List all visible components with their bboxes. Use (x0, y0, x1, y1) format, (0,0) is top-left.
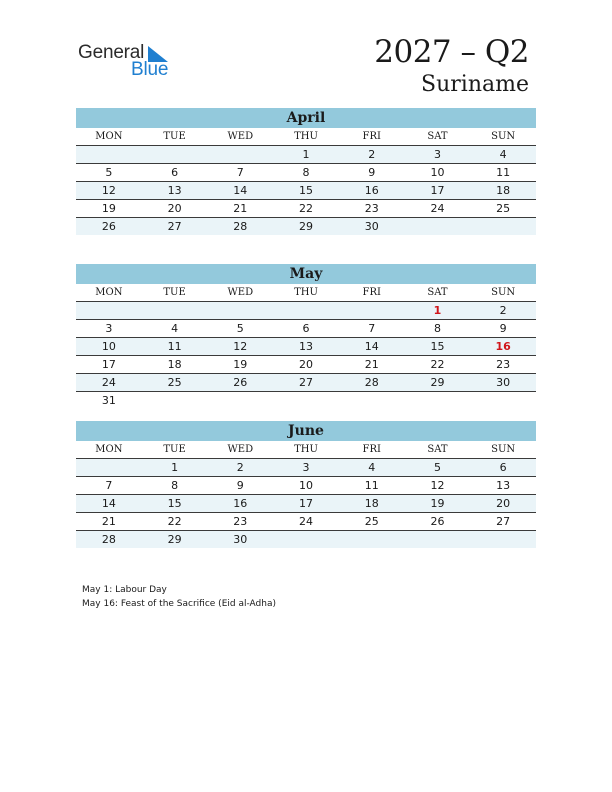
empty-day-cell (470, 531, 536, 548)
empty-day-cell (405, 392, 471, 409)
day-cell: 13 (496, 479, 511, 492)
day-cell: 21 (233, 202, 248, 215)
day-cell: 15 (299, 184, 314, 197)
day-cell: 11 (167, 340, 182, 353)
day-cell: 21 (364, 358, 379, 371)
day-cell: 9 (368, 166, 376, 179)
week-row (76, 513, 536, 531)
day-cell: 27 (299, 376, 314, 389)
day-cell: 10 (430, 166, 445, 179)
day-cell: 2 (368, 148, 376, 161)
empty-day-cell (405, 218, 471, 235)
day-cell: 24 (430, 202, 445, 215)
country-name: Suriname (421, 72, 529, 97)
day-cell: 17 (299, 497, 314, 510)
weekday-label: SAT (427, 444, 448, 455)
empty-day-cell (76, 459, 142, 476)
day-cell: 7 (368, 322, 376, 335)
day-cell: 10 (101, 340, 116, 353)
week-row (76, 374, 536, 392)
weekday-header-row (76, 441, 536, 459)
day-cell: 15 (167, 497, 182, 510)
day-cell: 18 (364, 497, 379, 510)
day-cell: 29 (430, 376, 445, 389)
day-cell: 3 (433, 148, 441, 161)
day-cell: 21 (101, 515, 116, 528)
weekday-label: SUN (491, 444, 516, 455)
week-row (76, 218, 536, 235)
brand-logo (78, 42, 178, 82)
week-row (76, 356, 536, 374)
day-cell: 17 (101, 358, 116, 371)
weekday-label: SAT (427, 131, 448, 142)
day-cell: 1 (433, 304, 442, 317)
day-cell: 14 (233, 184, 248, 197)
empty-day-cell (339, 392, 405, 409)
week-row (76, 182, 536, 200)
day-cell: 20 (167, 202, 182, 215)
day-cell: 30 (496, 376, 511, 389)
weekday-label: SUN (491, 131, 516, 142)
month-may (76, 264, 536, 409)
weekday-label: WED (227, 131, 254, 142)
day-cell: 7 (105, 479, 113, 492)
day-cell: 18 (496, 184, 511, 197)
day-cell: 23 (364, 202, 379, 215)
day-cell: 24 (299, 515, 314, 528)
empty-day-cell (207, 392, 273, 409)
day-cell: 25 (364, 515, 379, 528)
day-cell: 8 (433, 322, 441, 335)
weekday-label: WED (227, 444, 254, 455)
empty-day-cell (142, 302, 208, 319)
day-cell: 26 (430, 515, 445, 528)
day-cell: 1 (302, 148, 310, 161)
day-cell: 26 (101, 220, 116, 233)
week-row (76, 164, 536, 182)
month-june (76, 421, 536, 548)
day-cell: 8 (171, 479, 179, 492)
day-cell: 19 (430, 497, 445, 510)
week-row (76, 302, 536, 320)
day-cell: 28 (364, 376, 379, 389)
day-cell: 7 (236, 166, 244, 179)
week-row (76, 200, 536, 218)
weekday-label: MON (95, 444, 123, 455)
page-title: 2027 – Q2 (374, 34, 529, 70)
day-cell: 22 (430, 358, 445, 371)
day-cell: 4 (171, 322, 179, 335)
day-cell: 22 (299, 202, 314, 215)
day-cell: 27 (496, 515, 511, 528)
weekday-label: SAT (427, 287, 448, 298)
holiday-note: May 1: Labour Day (82, 585, 167, 595)
day-cell: 2 (236, 461, 244, 474)
week-row (76, 459, 536, 477)
day-cell: 25 (496, 202, 511, 215)
day-cell: 18 (167, 358, 182, 371)
empty-day-cell (76, 302, 142, 319)
day-cell: 6 (499, 461, 507, 474)
week-row (76, 392, 536, 409)
weekday-label: WED (227, 287, 254, 298)
day-cell: 12 (233, 340, 248, 353)
day-cell: 9 (236, 479, 244, 492)
week-row (76, 495, 536, 513)
day-cell: 22 (167, 515, 182, 528)
weekday-label: MON (95, 287, 123, 298)
day-cell: 9 (499, 322, 507, 335)
day-cell: 17 (430, 184, 445, 197)
day-cell: 12 (430, 479, 445, 492)
month-april (76, 108, 536, 235)
weekday-label: FRI (362, 444, 381, 455)
weekday-label: TUE (163, 444, 186, 455)
day-cell: 16 (233, 497, 248, 510)
day-cell: 4 (499, 148, 507, 161)
day-cell: 29 (299, 220, 314, 233)
weekday-label: SUN (491, 287, 516, 298)
day-cell: 20 (496, 497, 511, 510)
weekday-label: TUE (163, 287, 186, 298)
day-cell: 26 (233, 376, 248, 389)
day-cell: 12 (101, 184, 116, 197)
brand-name-general: General (78, 42, 145, 63)
day-cell: 16 (495, 340, 511, 353)
day-cell: 20 (299, 358, 314, 371)
day-cell: 14 (101, 497, 116, 510)
day-cell: 14 (364, 340, 379, 353)
day-cell: 3 (302, 461, 310, 474)
day-cell: 13 (167, 184, 182, 197)
day-cell: 28 (101, 533, 116, 546)
weekday-label: THU (294, 287, 318, 298)
weekday-header-row (76, 128, 536, 146)
day-cell: 19 (101, 202, 116, 215)
day-cell: 19 (233, 358, 248, 371)
day-cell: 8 (302, 166, 310, 179)
weekday-label: MON (95, 131, 123, 142)
day-cell: 4 (368, 461, 376, 474)
day-cell: 29 (167, 533, 182, 546)
day-cell: 10 (299, 479, 314, 492)
holiday-note: May 16: Feast of the Sacrifice (Eid al-Adha) (82, 599, 276, 609)
week-row (76, 477, 536, 495)
month-title: June (76, 421, 536, 441)
weekday-label: THU (294, 444, 318, 455)
month-title: May (76, 264, 536, 284)
empty-day-cell (142, 392, 208, 409)
empty-day-cell (339, 531, 405, 548)
day-cell: 27 (167, 220, 182, 233)
weekday-label: FRI (362, 131, 381, 142)
empty-day-cell (273, 302, 339, 319)
day-cell: 5 (105, 166, 113, 179)
day-cell: 16 (364, 184, 379, 197)
month-title: April (76, 108, 536, 128)
week-row (76, 320, 536, 338)
day-cell: 23 (496, 358, 511, 371)
day-cell: 3 (105, 322, 113, 335)
empty-day-cell (273, 531, 339, 548)
day-cell: 25 (167, 376, 182, 389)
day-cell: 28 (233, 220, 248, 233)
day-cell: 2 (499, 304, 507, 317)
day-cell: 11 (364, 479, 379, 492)
day-cell: 6 (302, 322, 310, 335)
day-cell: 31 (101, 394, 116, 407)
empty-day-cell (207, 146, 273, 163)
empty-day-cell (405, 531, 471, 548)
day-cell: 5 (433, 461, 441, 474)
empty-day-cell (470, 392, 536, 409)
day-cell: 5 (236, 322, 244, 335)
empty-day-cell (339, 302, 405, 319)
brand-name-blue: Blue (131, 59, 169, 80)
week-row (76, 531, 536, 548)
day-cell: 30 (233, 533, 248, 546)
day-cell: 24 (101, 376, 116, 389)
weekday-label: TUE (163, 131, 186, 142)
empty-day-cell (76, 146, 142, 163)
day-cell: 1 (171, 461, 179, 474)
holiday-notes (82, 583, 276, 611)
empty-day-cell (207, 302, 273, 319)
weekday-header-row (76, 284, 536, 302)
week-row (76, 338, 536, 356)
weekday-label: THU (294, 131, 318, 142)
empty-day-cell (142, 146, 208, 163)
day-cell: 6 (171, 166, 179, 179)
weekday-label: FRI (362, 287, 381, 298)
empty-day-cell (470, 218, 536, 235)
day-cell: 23 (233, 515, 248, 528)
day-cell: 11 (496, 166, 511, 179)
day-cell: 15 (430, 340, 445, 353)
day-cell: 30 (364, 220, 379, 233)
day-cell: 13 (299, 340, 314, 353)
week-row (76, 146, 536, 164)
empty-day-cell (273, 392, 339, 409)
